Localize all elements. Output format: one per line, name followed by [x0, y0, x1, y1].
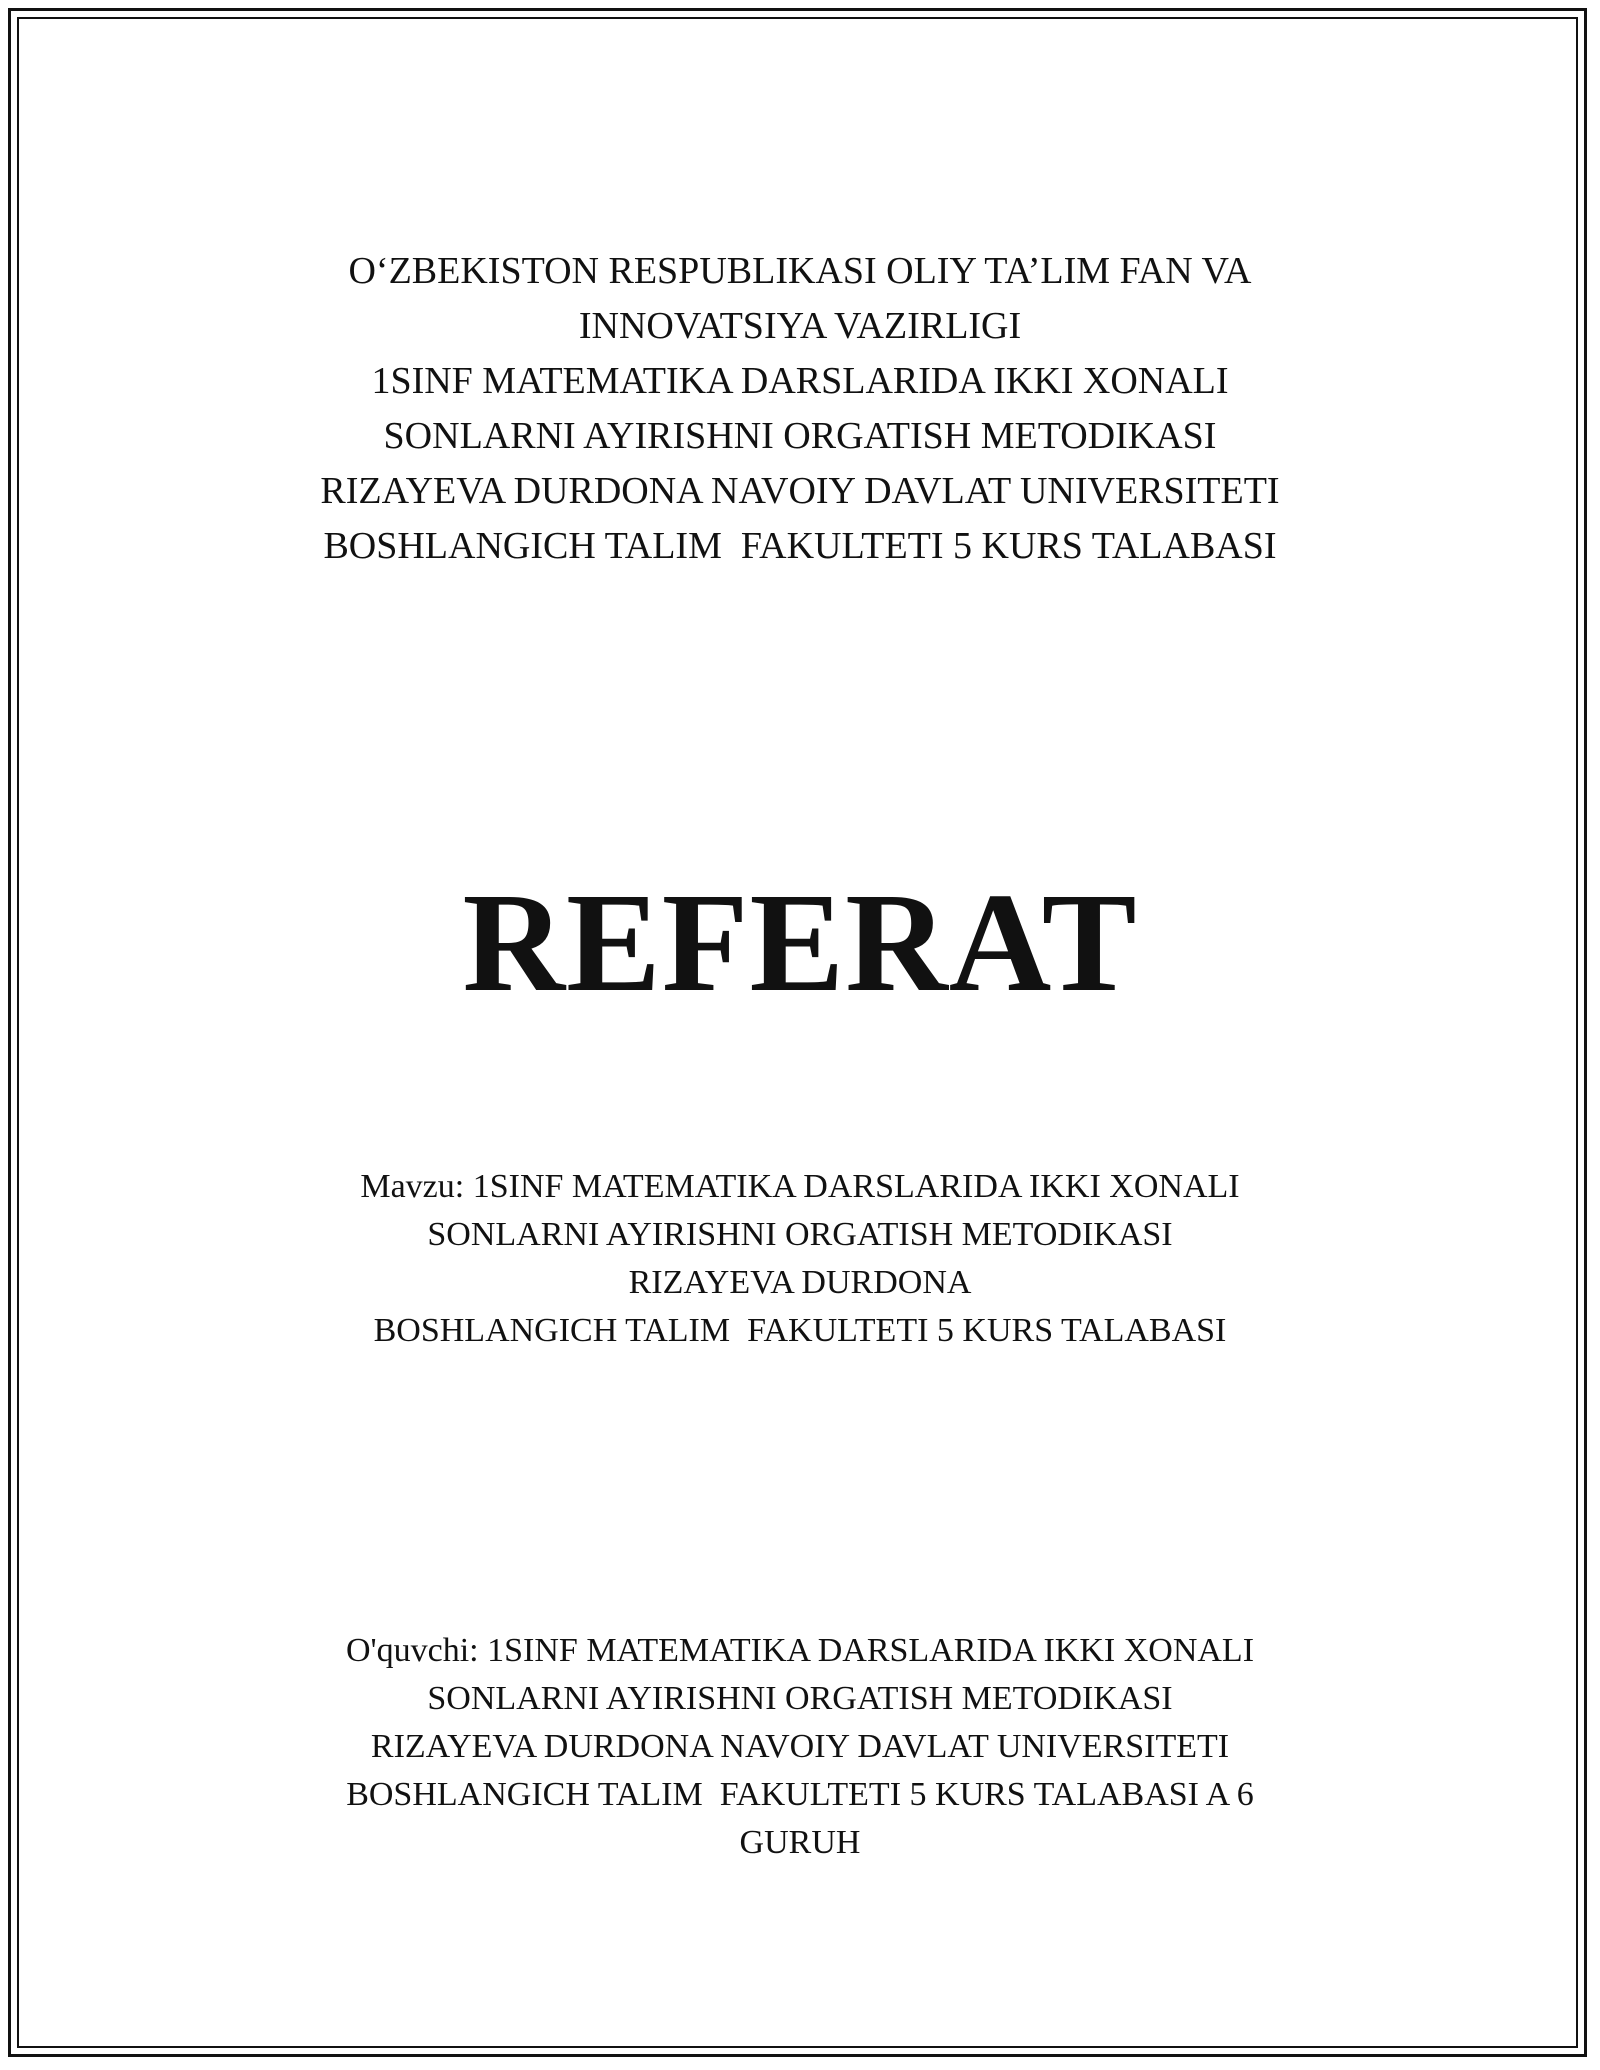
header-line: INNOVATSIYA VAZIRLIGI [578, 305, 1022, 347]
header-line: SONLARNI AYIRISHNI ORGATISH METODIKASI [383, 415, 1217, 457]
student-line: GURUH [739, 1824, 861, 1861]
student-line: O'quvchi: 1SINF MATEMATIKA DARSLARIDA IKKI XONALI [345, 1632, 1255, 1669]
document-title: REFERAT [462, 863, 1138, 1021]
student-line: SONLARNI AYIRISHNI ORGATISH METODIKASI [427, 1680, 1173, 1717]
student-section [0, 1627, 1600, 1867]
student-line: RIZAYEVA DURDONA NAVOIY DAVLAT UNIVERSITETI [370, 1728, 1230, 1765]
ministry-header [0, 244, 1600, 574]
header-line: BOSHLANGICH TALIM FAKULTETI 5 KURS TALABASI [323, 525, 1277, 567]
header-line: RIZAYEVA DURDONA NAVOIY DAVLAT UNIVERSITETI [320, 470, 1280, 512]
topic-line: SONLARNI AYIRISHNI ORGATISH METODIKASI [427, 1216, 1173, 1253]
student-line: BOSHLANGICH TALIM FAKULTETI 5 KURS TALABASI A 6 [346, 1776, 1254, 1813]
topic-line: RIZAYEVA DURDONA [628, 1264, 972, 1301]
topic-section [0, 1163, 1600, 1355]
header-line: 1SINF MATEMATIKA DARSLARIDA IKKI XONALI [371, 360, 1229, 402]
topic-line: BOSHLANGICH TALIM FAKULTETI 5 KURS TALABASI [373, 1312, 1227, 1349]
topic-line: Mavzu: 1SINF MATEMATIKA DARSLARIDA IKKI XONALI [360, 1168, 1240, 1205]
header-line: O‘ZBEKISTON RESPUBLIKASI OLIY TA’LIM FAN VA [348, 250, 1252, 292]
